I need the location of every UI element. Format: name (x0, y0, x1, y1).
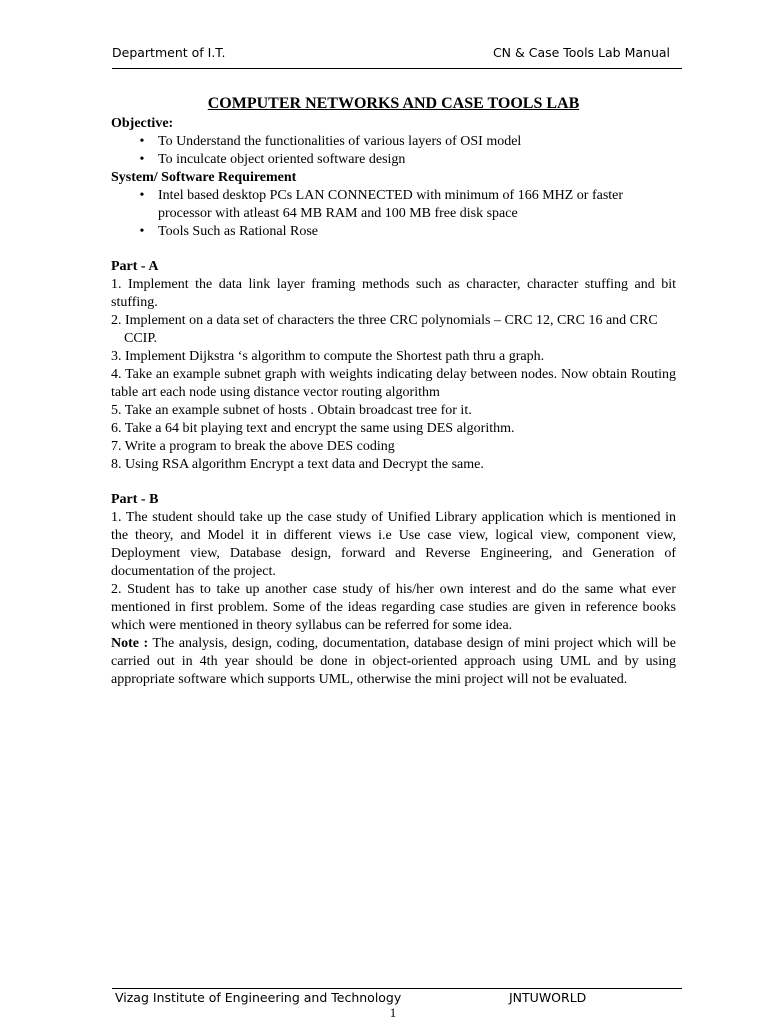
list-item-text: To inculcate object oriented software design (158, 152, 406, 167)
page-header (112, 44, 682, 69)
footer-institute: Vizag Institute of Engineering and Technology (115, 990, 402, 1005)
part-b-item: 2. Student has to take up another case study of his/her own interest and do the same what ever mentioned in first problem. Some of the ideas regarding case studies are given in reference books which were mentioned in theory syllabus can be referred for some idea. (111, 582, 676, 633)
part-b-note (111, 635, 676, 689)
part-a-item: 2. Implement on a data set of characters the three CRC polynomials – CRC 12, CRC 16 and CRC CCIP. (111, 313, 658, 346)
requirement-list (111, 187, 676, 241)
footer-site: JNTUWORLD (509, 990, 587, 1005)
document-title: COMPUTER NETWORKS AND CASE TOOLS LAB (207, 95, 580, 112)
part-a-item: 5. Take an example subnet of hosts . Obtain broadcast tree for it. (111, 403, 472, 418)
part-a-item: 4. Take an example subnet graph with weights indicating delay between nodes. Now obtain Routing table art each node using distance vector routing algorithm (111, 367, 676, 400)
objective-heading: Objective: (111, 116, 174, 131)
page-footer (112, 988, 682, 1005)
part-a-heading: Part - A (111, 259, 159, 274)
document-body (111, 94, 676, 689)
list-item (111, 133, 676, 151)
list-item (111, 187, 676, 223)
part-b-item: 1. The student should take up the case study of Unified Library application which is mentioned in the theory, and Model it in different views i.e Use case view, logical view, component view, Deployment view, Database design, forward and Reverse Engineering, and Generation of documentation of the project. (111, 510, 676, 579)
bullet-icon: • (139, 224, 145, 239)
list-item (111, 151, 676, 169)
bullet-icon: • (139, 152, 145, 167)
header-department: Department of I.T. (112, 45, 226, 60)
list-item-text: Tools Such as Rational Rose (158, 224, 319, 239)
list-item-text: To Understand the functionalities of various layers of OSI model (158, 134, 522, 149)
part-a-item: 3. Implement Dijkstra ‘s algorithm to compute the Shortest path thru a graph. (111, 349, 545, 364)
bullet-icon: • (139, 134, 145, 149)
part-a-item: 7. Write a program to break the above DES coding (111, 439, 395, 454)
list-item (111, 223, 676, 241)
requirement-heading: System/ Software Requirement (111, 170, 297, 185)
part-a-item: 1. Implement the data link layer framing methods such as character, character stuffing and bit stuffing. (111, 277, 676, 310)
bullet-icon: • (139, 188, 145, 203)
page-number: 1 (389, 1005, 397, 1020)
note-label: Note : (111, 636, 149, 651)
objective-list (111, 133, 676, 169)
header-manual-title: CN & Case Tools Lab Manual (492, 45, 670, 60)
part-a-item: 8. Using RSA algorithm Encrypt a text data and Decrypt the same. (111, 457, 484, 472)
part-a-item: 6. Take a 64 bit playing text and encrypt the same using DES algorithm. (111, 421, 515, 436)
list-item-text: Intel based desktop PCs LAN CONNECTED with minimum of 166 MHZ or faster processor with atleast 64 MB RAM and 100 MB free disk space (158, 188, 624, 221)
part-b-heading: Part - B (111, 492, 159, 507)
note-text: The analysis, design, coding, documentation, database design of mini project which will be carried out in 4th year should be done in object-oriented approach using UML and by using appropriate software which supports UML, otherwise the mini project will not be evaluated. (111, 636, 676, 687)
